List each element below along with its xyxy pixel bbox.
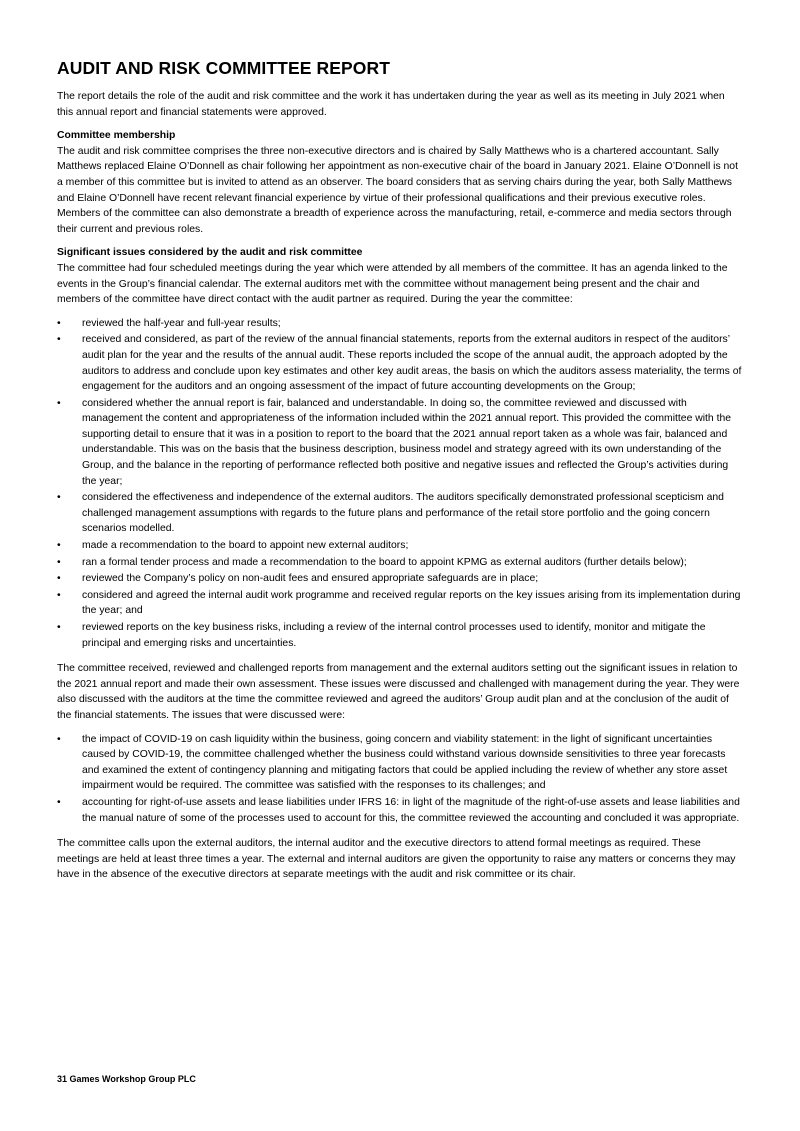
list-item: • considered the effectiveness and independence of the external auditors. The auditors specifically demonstrated professional scepticism and challenged management assumptions with regards to the future plans and performance of the retail store portfolio and the going concern scenarios modelled. xyxy=(57,492,724,535)
bullet-icon: • xyxy=(57,733,61,745)
page-footer: 31 Games Workshop Group PLC xyxy=(57,1074,196,1084)
issues-paragraph: The committee received, reviewed and challenged reports from management and the external auditors setting out the significant issues in relation to the 2021 annual report and made their own assessment. These issues were discussed and challenged with management during the year. They were also discussed with the auditors at the time the committee reviewed and agreed the auditors’ Group audit plan and at the conclusion of the audit of the financial statements. The issues that were discussed were: xyxy=(57,663,740,721)
list-item: • reviewed the half-year and full-year results; xyxy=(57,316,742,332)
membership-section xyxy=(57,128,742,237)
report-page xyxy=(57,58,742,891)
bullet-icon: • xyxy=(57,334,61,346)
list-item: • accounting for right-of-use assets and lease liabilities under IFRS 16: in light of the magnitude of the right-of-use assets and lease liabilities and the manual nature of some of the processes used to account for this, the committee reviewed the accounting and concluded it was appropriate. xyxy=(57,796,740,824)
bullet-icon: • xyxy=(57,397,61,409)
list-item: • reviewed the Company’s policy on non-audit fees and ensured appropriate safeguards are in place; xyxy=(57,571,742,587)
significant-issues-heading: Significant issues considered by the audit and risk committee xyxy=(57,247,363,259)
list-item: • ran a formal tender process and made a recommendation to the board to appoint KPMG as external auditors (further details below); xyxy=(57,555,742,571)
closing-paragraph: The committee calls upon the external auditors, the internal auditor and the executive directors to attend formal meetings as required. These meetings are held at least three times a year. The external and internal auditors are given the opportunity to raise any matters or concerns they may have in the absence of the executive directors at separate meetings with the audit and risk committee or its chair. xyxy=(57,838,736,881)
list-item: • received and considered, as part of the review of the annual financial statements, reports from the external auditors in respect of the auditors’ audit plan for the year and the results of the annual audit. These reports included the scope of the annual audit, the approach adopted by the auditors to address and conclude upon key estimates and other key audit areas, the basis on which the auditors assess materiality, the terms of engagement for the auditors and an ongoing assessment of the impact of future accounting developments on the Group; xyxy=(57,334,742,393)
list-item: • considered and agreed the internal audit work programme and received regular reports on the key issues arising from its implementation during the year; and xyxy=(57,589,741,617)
bullet-icon: • xyxy=(57,589,61,601)
page-title: AUDIT AND RISK COMMITTEE REPORT xyxy=(57,58,391,78)
bullet-icon: • xyxy=(57,622,61,633)
issues-list xyxy=(57,732,742,827)
list-item: • made a recommendation to the board to appoint new external auditors; xyxy=(57,538,742,554)
list-item: • considered whether the annual report is fair, balanced and understandable. In doing so, the committee reviewed and discussed with management the content and appropriateness of the information included within the 2021 annual report. This provided the committee with the supporting detail to ensure that it was in a position to report to the board that the 2021 annual report taken as a whole was fair, balanced and understandable. This was on the basis that the business description, business model and strategy agreed with its own understanding of the Group, and the balance in the reporting of performance reflected both positive and negative issues and reflected the Group’s activities during the year; xyxy=(57,397,732,487)
bullet-icon: • xyxy=(57,556,61,568)
bullet-icon: • xyxy=(57,317,61,329)
list-item: • the impact of COVID-19 on cash liquidity within the business, going concern and viability statement: in the light of significant uncertainties caused by COVID-19, the committee challenged whether the business could withstand various downside sensitivities to three year forecasts and examined the extent of contingency planning and mitigating factors that could be applied including the review of whether any store asset impairment would be required. The committee was satisfied with the responses to its challenges; and xyxy=(57,733,728,792)
intro-paragraph: The report details the role of the audit and risk committee and the work it has undertaken during the year as well as its meeting in July 2021 when this annual report and financial statements were approved. xyxy=(57,91,725,118)
membership-heading: Committee membership xyxy=(57,130,176,142)
list-item: • reviewed reports on the key business risks, including a review of the internal control processes used to identify, monitor and mitigate the principal and emerging risks and uncertainties. xyxy=(57,622,706,649)
membership-paragraph: The audit and risk committee comprises the three non-executive directors and is chaired by Sally Matthews who is a chartered accountant. Sally Matthews replaced Elaine O’Donnell as chair following her appointment as non-executive chair of the board in January 2021. Elaine O’Donnell is not a member of this committee but is invited to attend as an observer. The board considers that as serving chairs during the year, both Sally Matthews and Elaine O’Donnell have recent relevant financial experience by virtue of their professional qualifications and their previous executive roles. Members of the committee can also demonstrate a breadth of experience across the manufacturing, retail, e-commerce and media sectors through their current and previous roles. xyxy=(57,145,738,235)
bullet-icon: • xyxy=(57,573,61,585)
significant-issues-section xyxy=(57,245,742,307)
committee-activities-list xyxy=(57,316,742,651)
bullet-icon: • xyxy=(57,796,61,808)
bullet-icon: • xyxy=(57,492,61,504)
significant-issues-paragraph: The committee had four scheduled meetings during the year which were attended by all members of the committee. It has an agenda linked to the events in the Group’s financial calendar. The external auditors met with the committee without management being present and the chair and members of the committee have direct contact with the audit partner as required. During the year the committee: xyxy=(57,262,728,306)
bullet-icon: • xyxy=(57,540,61,552)
